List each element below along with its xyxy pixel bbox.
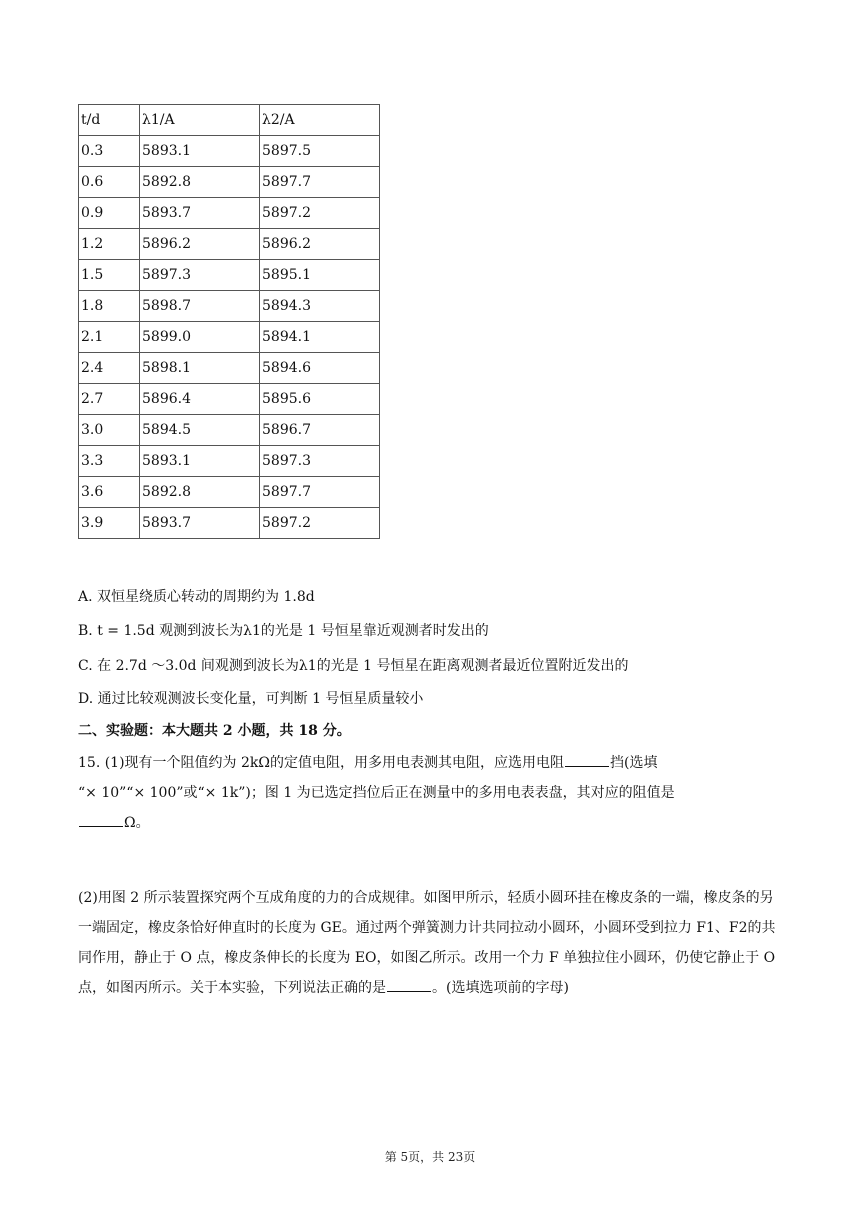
q15-part1-text-a: 15. (1)现有一个阻值约为 2kΩ的定值电阻，用多用电表测其电阻，应选用电阻 (78, 755, 564, 771)
table-row (79, 322, 380, 353)
table-row (79, 384, 380, 415)
table-cell: 5896.7 (260, 415, 380, 446)
table-cell: 5898.7 (140, 291, 260, 322)
question-15-part2 (78, 883, 783, 1003)
table-cell: 5897.2 (260, 508, 380, 539)
table-cell: 5894.1 (260, 322, 380, 353)
table-header-cell: t/d (79, 105, 140, 136)
table-cell: 2.4 (79, 353, 140, 384)
table-cell: 5896.2 (140, 229, 260, 260)
table-cell: 2.7 (79, 384, 140, 415)
answer-blank-range (565, 752, 609, 767)
table-cell: 1.2 (79, 229, 140, 260)
table-row (79, 446, 380, 477)
table-row (79, 353, 380, 384)
table-cell: 5894.6 (260, 353, 380, 384)
q15-part1-text-c: “× 10”“× 100”或“× 1k”)；图 1 为已选定挡位后正在测量中的多用电表表盘，其对应的阻值是 (78, 785, 675, 801)
table-cell: 2.1 (79, 322, 140, 353)
option-d: D. 通过比较观测波长变化量，可判断 1 号恒星质量较小 (78, 691, 424, 707)
table-cell: 5896.2 (260, 229, 380, 260)
table-cell: 5893.7 (140, 198, 260, 229)
table-cell: 5893.1 (140, 136, 260, 167)
table-cell: 1.5 (79, 260, 140, 291)
table-cell: 5897.2 (260, 198, 380, 229)
table-cell: 5892.8 (140, 477, 260, 508)
table-row (79, 508, 380, 539)
answer-blank-resistance (79, 812, 123, 827)
q15-part2-text-a: (2)用图 2 所示装置探究两个互成角度的力的合成规律。如图甲所示，轻质小圆环挂在橡皮条的一端，橡皮条的另一端固定，橡皮条恰好伸直时的长度为 GE。通过两个弹簧测力计共同拉动小圆环，小圆环受到拉力 F1、F2的共同作用，静止于 O 点，橡皮条伸长的长度为 EO，如图乙所示。改用一个力 F 单独拉住小圆环，仍使它静止于 O 点，如图丙所示。关于本实验，下列说法正确的是 (78, 890, 776, 996)
option-a: A. 双恒星绕质心转动的周期约为 1.8d (78, 589, 315, 605)
table-row (79, 260, 380, 291)
q15-part1-text-d: Ω。 (124, 815, 150, 831)
table-header-cell: λ1/A (140, 105, 260, 136)
table-row (79, 477, 380, 508)
table-cell: 5895.6 (260, 384, 380, 415)
table-cell: 3.9 (79, 508, 140, 539)
table-cell: 5895.1 (260, 260, 380, 291)
table-cell: 3.0 (79, 415, 140, 446)
table-cell: 5899.0 (140, 322, 260, 353)
table-cell: 0.9 (79, 198, 140, 229)
table-cell: 3.3 (79, 446, 140, 477)
table-cell: 5893.7 (140, 508, 260, 539)
table-cell: 5894.3 (260, 291, 380, 322)
table-cell: 5892.8 (140, 167, 260, 198)
table-row (79, 415, 380, 446)
table-cell: 0.3 (79, 136, 140, 167)
table-cell: 5897.7 (260, 167, 380, 198)
table-header-row (79, 105, 380, 136)
wavelength-table (78, 104, 380, 539)
table-cell: 5894.5 (140, 415, 260, 446)
section-heading: 二、实验题：本大题共 2 小题，共 18 分。 (78, 723, 351, 739)
table-row (79, 167, 380, 198)
question-15-part1 (78, 748, 783, 838)
table-cell: 5898.1 (140, 353, 260, 384)
table-cell: 5897.3 (260, 446, 380, 477)
table-cell: 3.6 (79, 477, 140, 508)
option-c: C. 在 2.7d ～3.0d 间观测到波长为λ1的光是 1 号恒星在距离观测者最近位置附近发出的 (78, 658, 629, 674)
q15-part2-text-b: 。(选填选项前的字母) (432, 980, 569, 996)
table-cell: 1.8 (79, 291, 140, 322)
table-row (79, 291, 380, 322)
table-row (79, 198, 380, 229)
table-cell: 5897.3 (140, 260, 260, 291)
table-cell: 5897.5 (260, 136, 380, 167)
wavelength-table-body (79, 105, 380, 539)
option-b: B. t = 1.5d 观测到波长为λ1的光是 1 号恒星靠近观测者时发出的 (78, 623, 489, 639)
table-cell: 5897.7 (260, 477, 380, 508)
table-cell: 5893.1 (140, 446, 260, 477)
answer-blank-options (387, 977, 431, 992)
table-row (79, 229, 380, 260)
page-footer: 第 5页，共 23页 (384, 1150, 476, 1164)
table-cell: 5896.4 (140, 384, 260, 415)
table-row (79, 136, 380, 167)
q15-part1-text-b: 挡(选填 (610, 755, 658, 771)
table-cell: 0.6 (79, 167, 140, 198)
table-header-cell: λ2/A (260, 105, 380, 136)
